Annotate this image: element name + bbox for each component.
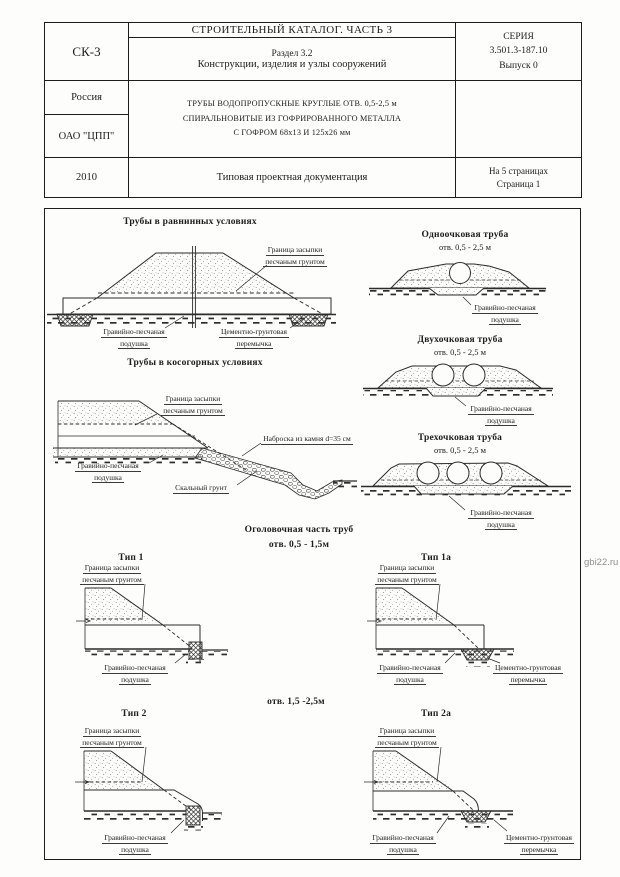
single-pipe-subtitle: отв. 0,5 - 2,5 м	[439, 242, 491, 252]
cement-jumper-block	[461, 811, 491, 822]
catalog-code: СК-3	[45, 23, 129, 81]
doc-type: Типовая проектная документация	[129, 158, 456, 198]
left-jumper-block	[57, 314, 93, 326]
label-rock-fill: Наброска из камня d=35 см	[263, 434, 351, 443]
drawing-area	[44, 208, 581, 860]
pipe-opening	[450, 263, 471, 284]
label-fill-boundary: Граница засыпки песчаным грунтом	[377, 726, 437, 747]
type1-title: Тип 1	[118, 553, 144, 563]
series-number: 3.501.3-187.10	[489, 46, 548, 57]
label-gravel-cushion: Гравийно-песчаная подушка	[372, 833, 434, 854]
cement-jumper-block	[461, 649, 494, 660]
pipe-opening	[432, 364, 454, 386]
type2a-diagram	[364, 747, 513, 833]
section-number: Раздел 3.2	[271, 48, 313, 59]
subject-line2: СПИРАЛЬНОВИТЫЕ ИЗ ГОФРИРОВАННОГО МЕТАЛЛА	[182, 113, 402, 123]
label-cement-jumper: Цементно-грунтовая перемычка	[494, 663, 561, 684]
label-gravel-cushion: Гравийно-песчаная подушка	[379, 663, 441, 684]
pipe-opening	[480, 462, 502, 484]
page-info	[456, 158, 582, 198]
type2-title: Тип 2	[121, 709, 147, 719]
cement-jumper-block	[289, 314, 328, 326]
type1-diagram	[76, 584, 228, 665]
label-gravel-cushion: Гравийно-песчаная подушка	[470, 404, 532, 425]
subject-line3: С ГОФРОМ 68х13 И 125х26 мм	[233, 128, 351, 138]
label-gravel-cushion: Гравийно-песчаная подушка	[104, 663, 166, 684]
triple-pipe-title: Трехочковая труба	[417, 433, 503, 443]
double-pipe-diagram	[363, 364, 553, 406]
section-desc: Конструкции, изделия и узлы сооружений	[197, 58, 387, 70]
section-cell	[129, 38, 456, 81]
label-cement-jumper: Цементно-грунтовая перемычка	[220, 327, 287, 348]
pipe-opening	[447, 462, 469, 484]
subject-line1: ТРУБЫ ВОДОПРОПУСКНЫЕ КРУГЛЫЕ ОТВ. 0,5-2,5 м	[187, 99, 397, 109]
type1a-diagram	[367, 584, 514, 667]
slope-section-title: Трубы в косогорных условиях	[127, 358, 263, 368]
label-fill-boundary: Граница засыпки песчаным грунтом	[163, 394, 223, 415]
page-number: Страница 1	[496, 178, 541, 189]
label-gravel-cushion: Гравийно-песчаная подушка	[77, 461, 139, 482]
catalog-title: СТРОИТЕЛЬНЫЙ КАТАЛОГ. ЧАСТЬ 3	[129, 23, 456, 38]
label-fill-boundary: Граница засыпки песчаным грунтом	[82, 563, 142, 584]
type2a-title: Тип 2а	[420, 709, 452, 719]
label-fill-boundary: Граница засыпки песчаным грунтом	[377, 563, 437, 584]
series-issue: Выпуск 0	[499, 60, 538, 71]
watermark: gbi22.ru	[584, 557, 619, 568]
single-pipe-diagram	[369, 263, 546, 306]
label-rocky-soil: Скальный грунт	[175, 483, 227, 492]
label-cement-jumper: Цементно-грунтовая перемычка	[505, 833, 572, 854]
type1a-title: Тип 1а	[420, 553, 452, 563]
series-label: СЕРИЯ	[503, 32, 534, 43]
headwall-range2: отв. 1,5 -2,5м	[267, 697, 325, 707]
anti-scour-block	[189, 642, 202, 659]
pipe-opening	[417, 462, 439, 484]
type2-diagram	[75, 747, 222, 833]
single-pipe-title: Одноочковая труба	[421, 230, 509, 240]
label-gravel-cushion: Гравийно-песчаная подушка	[104, 833, 166, 854]
organization: ОАО "ЦПП"	[45, 115, 129, 158]
triple-pipe-diagram	[361, 462, 571, 510]
label-gravel-cushion: Гравийно-песчаная подушка	[103, 327, 165, 348]
anti-scour-block	[186, 806, 200, 825]
double-pipe-title: Двухочковая труба	[417, 335, 503, 345]
subject-cell	[129, 81, 456, 158]
flat-section-title: Трубы в равнинных условиях	[123, 217, 257, 227]
label-fill-boundary: Граница засыпки песчаным грунтом	[82, 726, 142, 747]
page-count: На 5 страницах	[489, 165, 548, 176]
title-block	[44, 22, 582, 198]
series-cell	[456, 23, 582, 81]
label-gravel-cushion: Гравийно-песчаная подушка	[470, 508, 532, 529]
double-pipe-subtitle: отв. 0,5 - 2,5 м	[434, 347, 486, 357]
empty-cell	[456, 81, 582, 158]
country: Россия	[45, 81, 129, 115]
label-fill-boundary: Граница засыпки песчаным грунтом	[265, 245, 325, 266]
label-gravel-cushion: Гравийно-песчаная подушка	[474, 303, 536, 324]
headwall-title: Оголовочная часть труб	[244, 525, 354, 535]
triple-pipe-subtitle: отв. 0,5 - 2,5 м	[434, 445, 486, 455]
year: 2010	[45, 158, 129, 198]
pipe-opening	[463, 364, 485, 386]
headwall-range1: отв. 0,5 - 1,5м	[268, 540, 330, 550]
